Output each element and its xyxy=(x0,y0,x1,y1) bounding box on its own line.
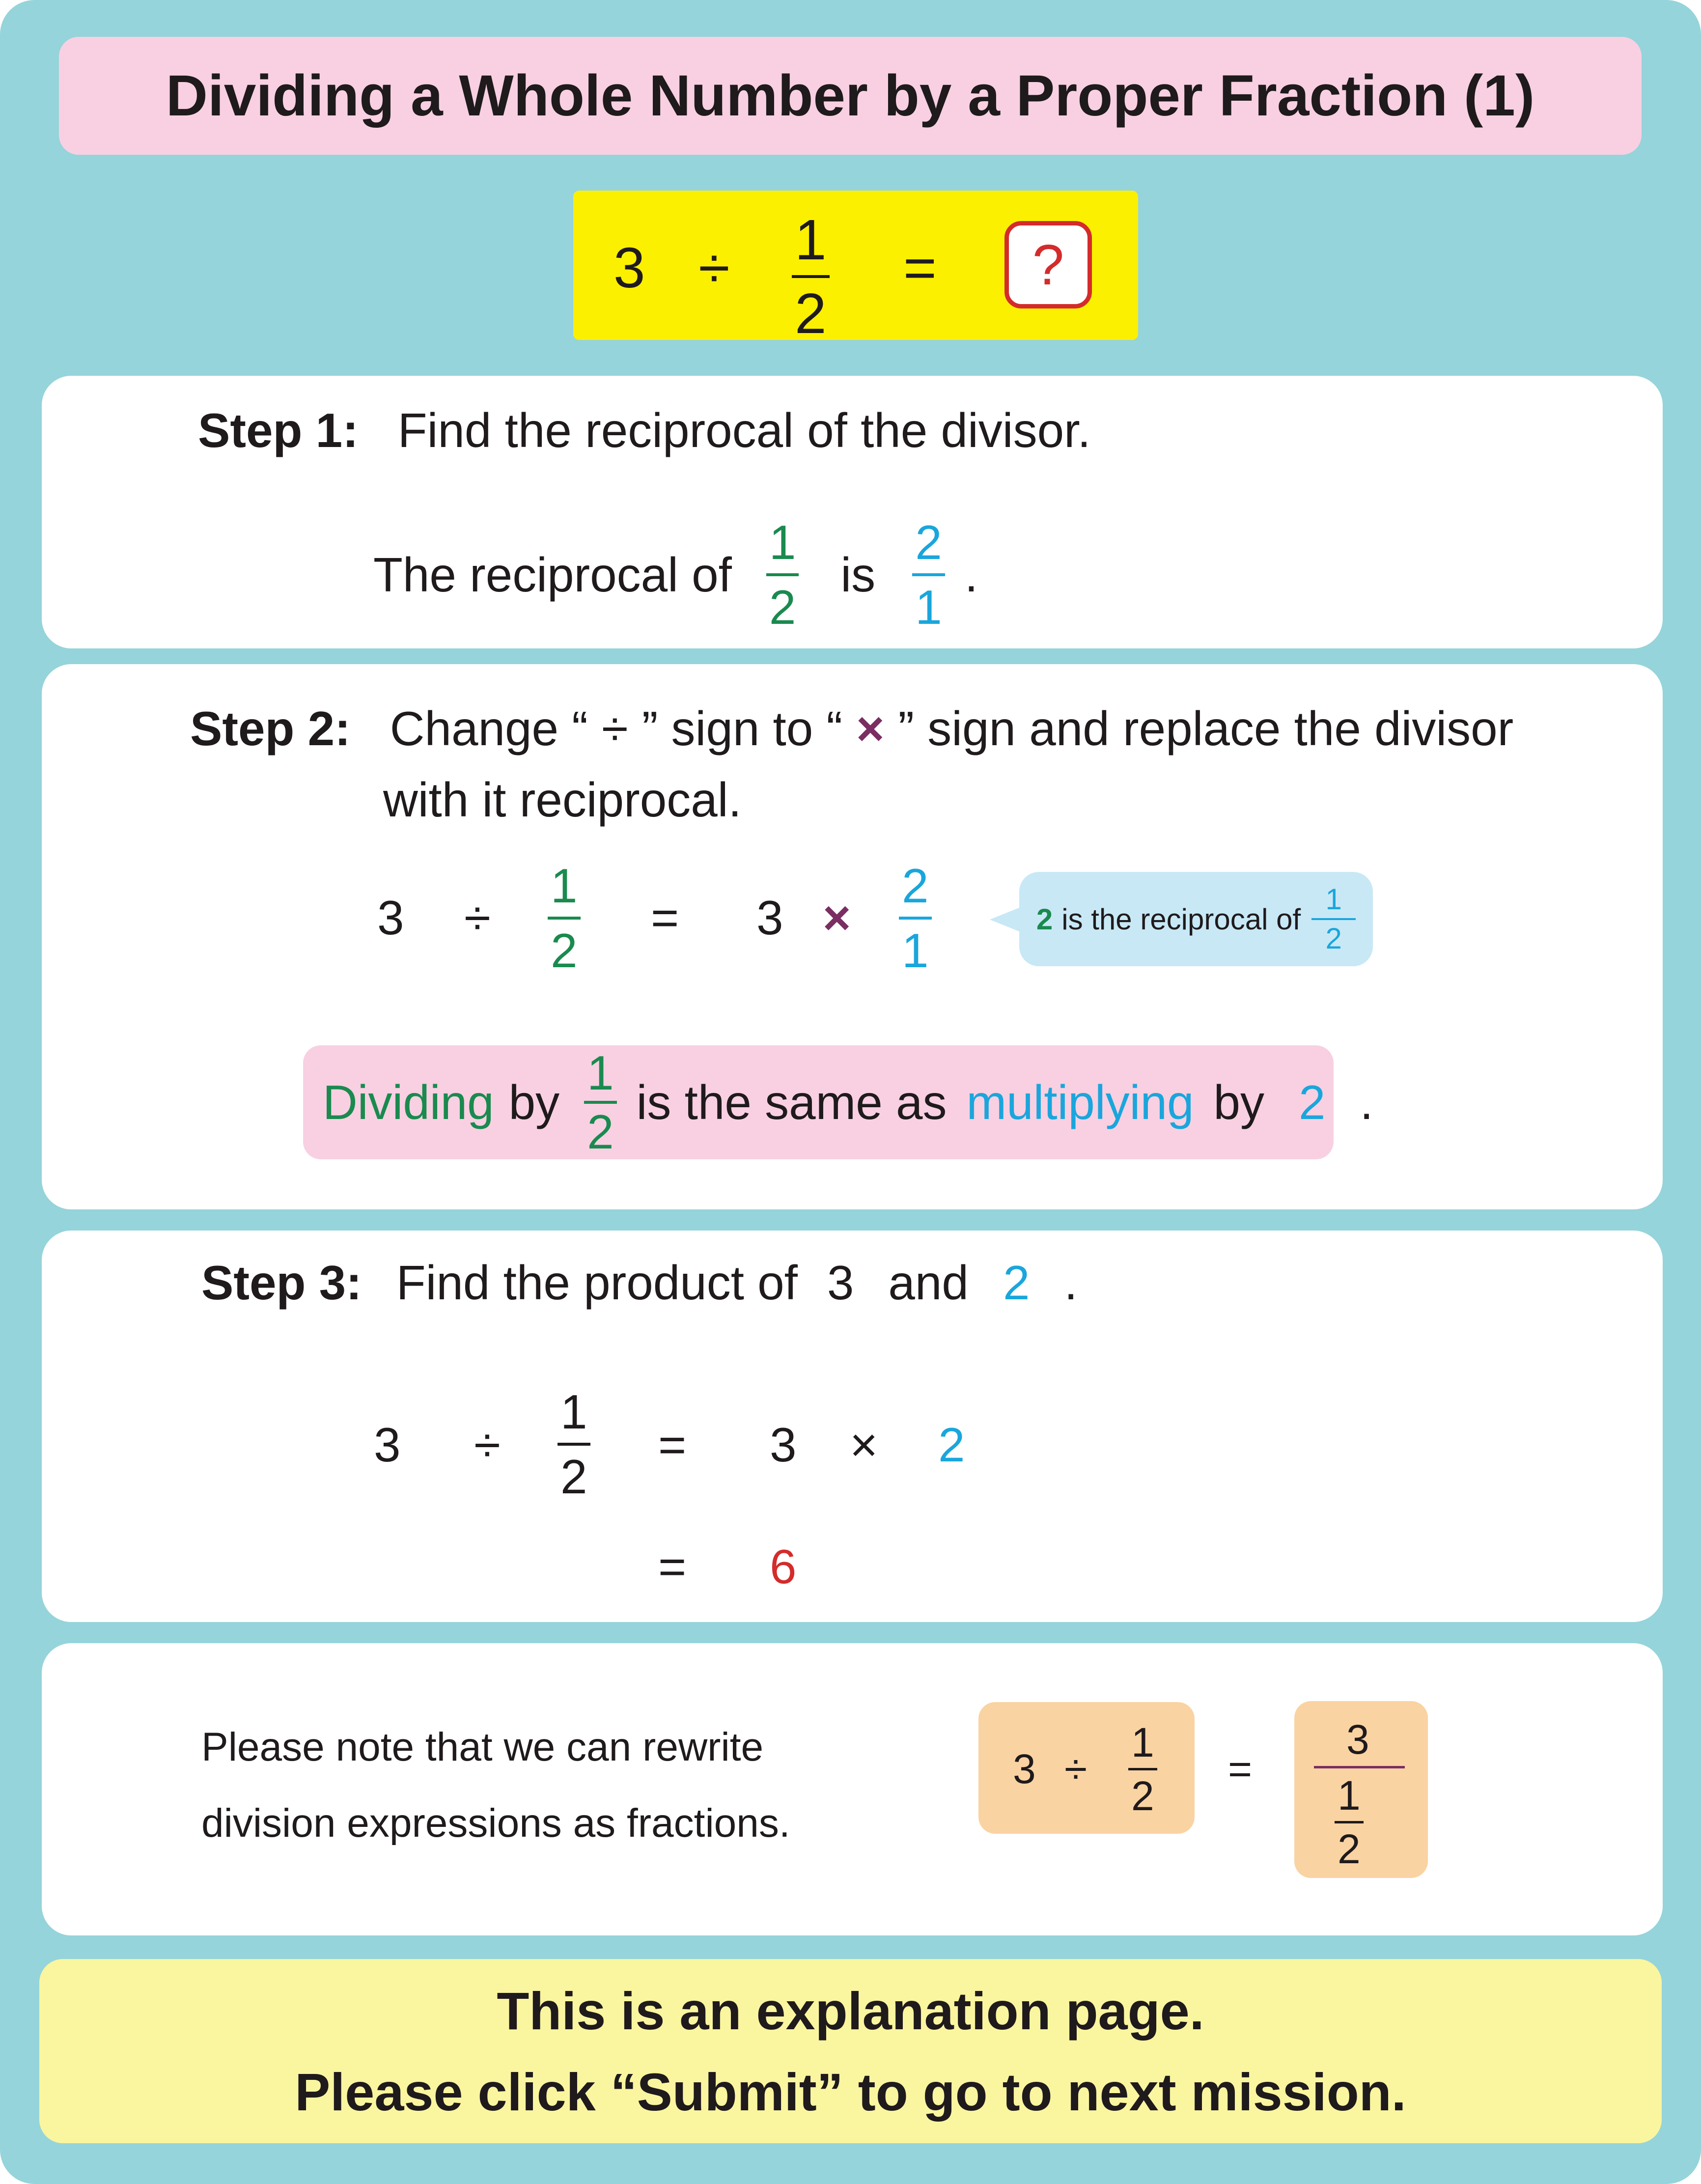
fraction-bar xyxy=(792,275,830,278)
step2-equation xyxy=(42,856,1024,978)
expr-top: 3 xyxy=(1346,1716,1369,1763)
step3-label: Step 3: xyxy=(201,1256,362,1310)
step2-divide-sign: ÷ xyxy=(601,701,628,756)
fraction-bar xyxy=(899,917,932,920)
question-unknown-box xyxy=(1004,221,1092,308)
step3-a: 3 xyxy=(827,1256,854,1310)
step3-equation xyxy=(42,1378,1024,1599)
instruction-footer xyxy=(39,1959,1662,2143)
footer-line2: Please click “Submit” to go to next mission. xyxy=(295,2062,1406,2122)
step2-label: Step 2: xyxy=(190,701,351,756)
question-fraction xyxy=(792,208,830,345)
bubble-text: is the reciprocal of xyxy=(1061,902,1301,936)
step3-panel xyxy=(42,1231,1663,1622)
step3-b: 2 xyxy=(1003,1256,1030,1310)
step2-eq-frac-num: 1 xyxy=(551,859,578,913)
expr-inner-den: 2 xyxy=(1338,1826,1361,1872)
step1-is: is xyxy=(840,547,876,602)
expr-divide: ÷ xyxy=(1064,1746,1088,1792)
fraction-bar xyxy=(558,1443,590,1446)
step3-heading xyxy=(201,1255,1078,1311)
expr-equals: = xyxy=(1228,1746,1253,1792)
fraction-bar xyxy=(584,1101,617,1104)
fraction-bar xyxy=(912,573,945,576)
step2-text-part3: ” sign and replace the divisor xyxy=(898,701,1514,756)
step2-text-part1: Change “ xyxy=(390,701,588,756)
step3-eq-value: 2 xyxy=(938,1418,965,1472)
step3-eq-frac-num: 1 xyxy=(560,1385,587,1439)
rewrite-note-panel xyxy=(42,1643,1663,1935)
step1-label: Step 1: xyxy=(198,403,359,457)
rewrite-note-line1 xyxy=(201,1724,763,1770)
rewrite-note-line2 xyxy=(201,1800,790,1847)
step1-heading xyxy=(198,403,1091,458)
expr-inner-num: 1 xyxy=(1338,1772,1361,1819)
step2-heading xyxy=(190,701,1513,756)
step1-recip-den: 1 xyxy=(915,580,942,634)
step3-eq-result: 6 xyxy=(770,1540,797,1594)
expr-frac-num: 1 xyxy=(1131,1719,1154,1765)
step1-sentence xyxy=(373,515,978,634)
note-frac-den: 2 xyxy=(587,1105,614,1159)
step3-eq-equals: = xyxy=(658,1418,687,1472)
step3-eq-whole: 3 xyxy=(374,1418,401,1472)
step3-and: and xyxy=(888,1256,969,1310)
step1-frac-num: 1 xyxy=(769,515,796,569)
question-equals: = xyxy=(903,236,937,300)
step2-eq-fraction xyxy=(548,859,581,978)
bubble-frac-num: 1 xyxy=(1325,883,1342,916)
step1-frac-den: 2 xyxy=(769,580,796,634)
fraction-bar xyxy=(1128,1768,1157,1770)
bubble-value: 2 xyxy=(1036,902,1053,936)
step2-line2: with it reciprocal. xyxy=(383,773,742,827)
step1-panel xyxy=(42,376,1663,648)
note-frac-num: 1 xyxy=(587,1046,614,1100)
step1-reciprocal xyxy=(912,515,945,634)
step1-period: . xyxy=(964,547,978,602)
expr-inner-fraction xyxy=(1335,1772,1364,1872)
rewrite-note-text1: Please note that we can rewrite xyxy=(201,1725,764,1769)
step2-eq-recip-num: 2 xyxy=(902,859,929,913)
fraction-form-box xyxy=(1294,1701,1428,1878)
dividing-rule-row xyxy=(323,1045,1373,1159)
question-equation xyxy=(573,191,1138,345)
step3-period: . xyxy=(1064,1256,1078,1310)
question-frac-den: 2 xyxy=(795,281,827,345)
page-title xyxy=(59,37,1642,155)
expr-fraction xyxy=(1128,1719,1157,1819)
question-unknown: ? xyxy=(1032,233,1064,297)
step3-eq-fraction xyxy=(558,1385,590,1504)
reciprocal-hint-bubble xyxy=(1019,872,1373,966)
step3-eq-divide: ÷ xyxy=(474,1418,501,1472)
rewrite-note-text2: division expressions as fractions. xyxy=(201,1801,790,1846)
bubble-fraction xyxy=(1311,885,1356,953)
fraction-bar xyxy=(548,917,581,920)
fraction-bar xyxy=(1311,918,1356,920)
step3-eq-frac-den: 2 xyxy=(560,1450,587,1504)
step1-recip-num: 2 xyxy=(915,515,942,569)
page-title-text: Dividing a Whole Number by a Proper Fraction (1) xyxy=(166,63,1535,128)
footer-line1: This is an explanation page. xyxy=(497,1981,1204,2041)
step1-fraction xyxy=(766,515,799,634)
question-whole: 3 xyxy=(613,236,645,300)
note-middle: is the same as xyxy=(636,1075,947,1129)
note-value: 2 xyxy=(1298,1075,1326,1129)
step2-eq-times: × xyxy=(823,891,851,945)
step2-eq-whole2: 3 xyxy=(756,891,783,945)
step2-text-part2: ” sign to “ xyxy=(641,701,843,756)
step2-times-sign: × xyxy=(856,701,885,756)
step3-eq-equals2: = xyxy=(658,1540,687,1594)
step2-eq-equals: = xyxy=(651,891,679,945)
division-expression-box xyxy=(978,1702,1195,1834)
note-by2: by xyxy=(1213,1075,1264,1129)
step3-eq-whole2: 3 xyxy=(770,1418,797,1472)
note-fraction xyxy=(584,1046,617,1159)
note-dividing: Dividing xyxy=(323,1075,494,1129)
dividing-rule-note xyxy=(303,1045,1373,1159)
expr-frac-den: 2 xyxy=(1131,1773,1154,1819)
step2-eq-reciprocal xyxy=(899,859,932,978)
note-multiplying: multiplying xyxy=(966,1075,1194,1129)
step2-eq-whole: 3 xyxy=(377,891,404,945)
main-fraction-bar xyxy=(1314,1766,1405,1768)
fraction-bar xyxy=(766,573,799,576)
question-frac-num: 1 xyxy=(795,208,827,272)
fraction-bar xyxy=(1335,1821,1364,1823)
note-period: . xyxy=(1360,1075,1373,1129)
expr-whole: 3 xyxy=(1013,1746,1036,1792)
step2-eq-frac-den: 2 xyxy=(551,924,578,978)
note-by1: by xyxy=(508,1075,560,1129)
step1-sentence-start: The reciprocal of xyxy=(373,547,732,602)
step3-text: Find the product of xyxy=(396,1256,798,1310)
bubble-frac-den: 2 xyxy=(1325,922,1342,955)
question-divide-sign: ÷ xyxy=(698,236,730,300)
step3-eq-times: × xyxy=(850,1418,878,1472)
step2-text-line2 xyxy=(383,772,742,828)
step2-eq-recip-den: 1 xyxy=(902,924,929,978)
step2-eq-divide: ÷ xyxy=(464,891,491,945)
step1-text: Find the reciprocal of the divisor. xyxy=(397,403,1091,457)
